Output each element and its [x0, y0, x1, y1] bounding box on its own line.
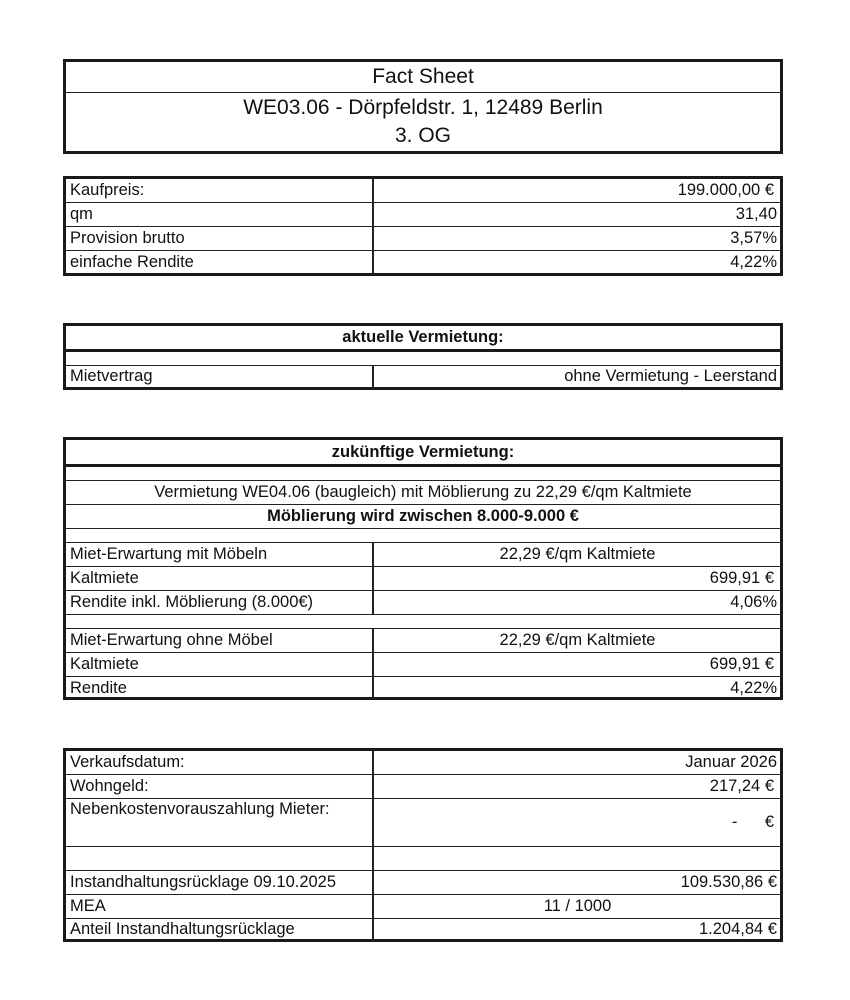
table-row	[66, 799, 780, 847]
row-value: 4,22%	[730, 678, 777, 697]
row-label: Anteil Instandhaltungsrücklage	[66, 919, 374, 939]
row-value: 4,06%	[730, 593, 777, 611]
table-row	[66, 227, 780, 251]
row-label: Provision brutto	[66, 227, 374, 250]
table-row	[66, 775, 780, 799]
row-value: 699,91 €	[709, 655, 774, 673]
row-value: 4,22%	[730, 252, 777, 271]
table-row	[66, 179, 780, 203]
row-label: Kaltmiete	[66, 653, 374, 676]
row-value: 22,29 €/qm Kaltmiete	[499, 631, 656, 649]
details-table	[63, 748, 783, 942]
row-value	[374, 847, 780, 870]
spacer-row	[66, 529, 780, 543]
table-row	[66, 591, 780, 615]
row-value: ohne Vermietung - Leerstand	[564, 367, 777, 385]
spacer-row	[66, 467, 780, 481]
header-address-row	[66, 93, 780, 151]
table-row	[66, 895, 780, 919]
table-row	[66, 919, 780, 939]
table-row	[66, 567, 780, 591]
section-heading: zukünftige Vermietung:	[331, 442, 515, 461]
rental-note: Vermietung WE04.06 (baugleich) mit Möblierung zu 22,29 €/qm Kaltmiete	[154, 483, 692, 501]
row-label: Mietvertrag	[66, 366, 374, 387]
row-label: Wohngeld:	[66, 775, 374, 798]
row-value: 31,40	[735, 205, 777, 223]
table-row	[66, 677, 780, 699]
summary-table	[63, 176, 783, 276]
table-row	[66, 653, 780, 677]
address-block	[66, 93, 780, 151]
row-value: 3,57%	[730, 229, 777, 247]
note-row	[66, 505, 780, 529]
section-heading-row	[66, 440, 780, 467]
row-value: Januar 2026	[685, 753, 777, 771]
table-row	[66, 366, 780, 387]
furnishing-note: Möblierung wird zwischen 8.000-9.000 €	[267, 507, 579, 525]
row-value: 11 / 1000	[543, 897, 612, 915]
row-value: 1.204,84 €	[699, 919, 777, 938]
section-heading: aktuelle Vermietung:	[342, 328, 504, 346]
table-row	[66, 203, 780, 227]
row-label: Verkaufsdatum:	[66, 751, 374, 774]
table-row	[66, 543, 780, 567]
page-title: Fact Sheet	[372, 65, 474, 88]
row-label: Rendite	[66, 677, 374, 699]
note-row	[66, 481, 780, 505]
row-label	[66, 847, 374, 870]
row-label: Miet-Erwartung mit Möbeln	[66, 543, 374, 566]
table-row	[66, 751, 780, 775]
header-title-row	[66, 62, 780, 93]
table-row	[66, 871, 780, 895]
row-label: Kaltmiete	[66, 567, 374, 590]
row-value: 22,29 €/qm Kaltmiete	[499, 545, 656, 563]
row-label: MEA	[66, 895, 374, 918]
row-label: Kaufpreis:	[66, 179, 374, 202]
table-row	[66, 629, 780, 653]
row-label: Instandhaltungsrücklage 09.10.2025	[66, 871, 374, 894]
row-label: qm	[66, 203, 374, 226]
table-row	[66, 847, 780, 871]
spacer-row	[66, 352, 780, 366]
row-value: 217,24 €	[709, 777, 774, 795]
row-label: Nebenkostenvorauszahlung Mieter:	[66, 799, 374, 846]
row-value: 699,91 €	[709, 569, 774, 587]
fact-sheet-header	[63, 59, 783, 154]
row-label: einfache Rendite	[66, 251, 374, 273]
current-rental-table	[63, 323, 783, 390]
future-rental-table	[63, 437, 783, 700]
spacer-row	[66, 615, 780, 629]
table-row	[66, 251, 780, 273]
row-value: 109.530,86 €	[680, 873, 777, 891]
row-value: - €	[731, 813, 774, 831]
row-value: 199.000,00 €	[677, 181, 774, 199]
property-floor: 3. OG	[394, 124, 452, 147]
section-heading-row	[66, 326, 780, 352]
property-address: WE03.06 - Dörpfeldstr. 1, 12489 Berlin	[243, 96, 603, 119]
row-label: Rendite inkl. Möblierung (8.000€)	[66, 591, 374, 614]
row-label: Miet-Erwartung ohne Möbel	[66, 629, 374, 652]
